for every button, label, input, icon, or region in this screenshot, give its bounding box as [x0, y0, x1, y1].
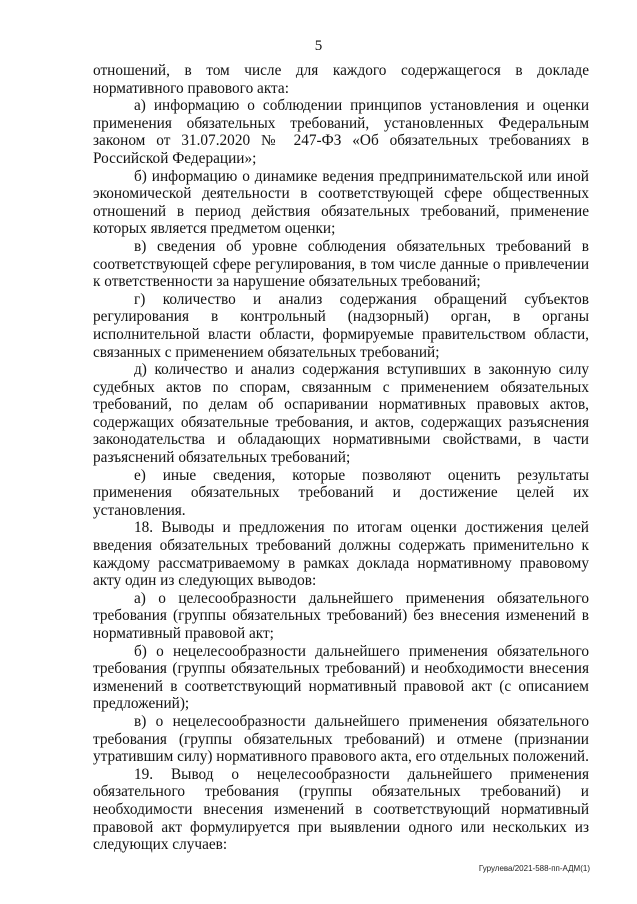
paragraph: е) иные сведения, которые позволяют оценить результаты применения обязательных требований и достижение целей их установления.: [93, 466, 589, 519]
paragraph: 18. Выводы и предложения по итогам оценки достижения целей введения обязательных требований должны содержать применительно к каждому рассматриваемому в рамках доклада нормативному правовому акту один из следующих выводов:: [93, 519, 589, 590]
paragraph: а) о целесообразности дальнейшего применения обязательного требования (группы обязательных требований) без внесения изменений в нормативный правовой акт;: [93, 589, 589, 642]
document-body: [93, 62, 589, 854]
paragraph: б) информацию о динамике ведения предпринимательской или иной экономической деятельности в соответствующей сфере общественных отношений в период действия обязательных требований, применение которых является предметом оценки;: [93, 167, 589, 238]
paragraph: д) количество и анализ содержания вступивших в законную силу судебных актов по спорам, связанным с применением обязательных требований, по делам об оспаривании нормативных правовых актов, содержащих обязательные требования, и актов, содержащих разъяснения законодательства и обладающих нормативными свойствами, в части разъяснений обязательных требований;: [93, 361, 589, 467]
paragraph: 19. Вывод о нецелесообразности дальнейшего применения обязательного требования (группы обязательных требований) и необходимости внесения изменений в соответствующий нормативный правовой акт формулируется при выявлении одного или нескольких из следующих случаев:: [93, 765, 589, 854]
paragraph: в) сведения об уровне соблюдения обязательных требований в соответствующей сфере регулирования, в том числе данные о привлечении к ответственности за нарушение обязательных требований;: [93, 237, 589, 291]
paragraph: в) о нецелесообразности дальнейшего применения обязательного требования (группы обязательных требований) и отмене (признании утратившим силу) нормативного правового акта, его отдельных положений.: [93, 712, 589, 766]
paragraph: г) количество и анализ содержания обращений субъектов регулирования в контрольный (надзорный) орган, в органы исполнительной власти области, формируемые правительством области, связанных с применением обязательных требований;: [93, 290, 589, 361]
paragraph: б) о нецелесообразности дальнейшего применения обязательного требования (группы обязательных требований) и необходимости внесения изменений в соответствующий нормативный правовой акт (с описанием предложений);: [93, 642, 589, 713]
page-number: 5: [314, 38, 323, 54]
paragraph: отношений, в том числе для каждого содержащегося в докладе нормативного правового акта:: [93, 62, 589, 97]
paragraph: а) информацию о соблюдении принципов установления и оценки применения обязательных требований, установленных Федеральным законом от 31.07.2020 № 247-ФЗ «Об обязательных требованиях в Российской Федерации»;: [93, 97, 589, 167]
document-code: Гурулева/2021-588-пп-АДМ(1): [478, 864, 590, 873]
